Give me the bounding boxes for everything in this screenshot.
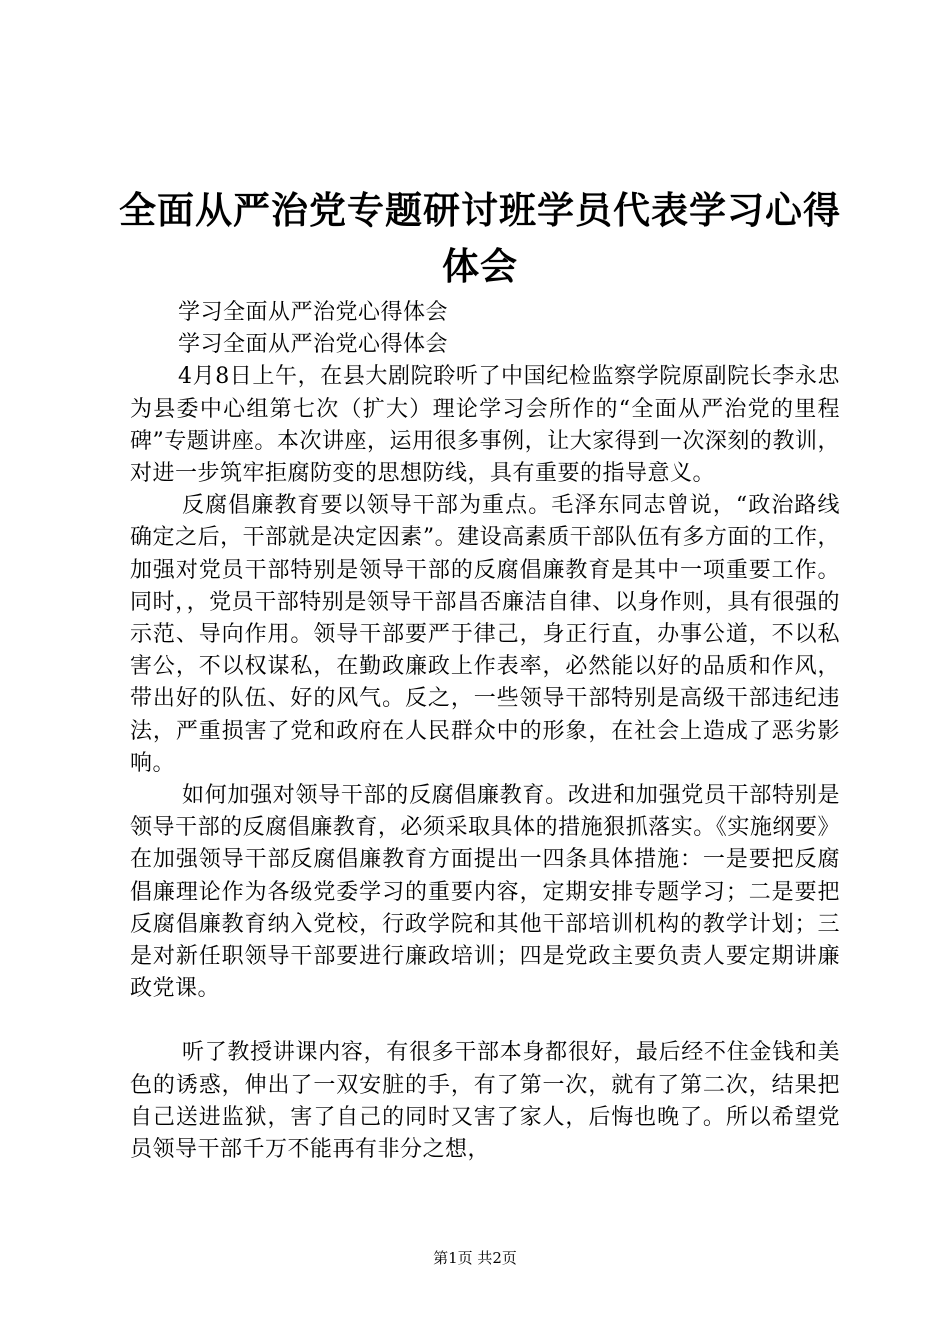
paragraph-gap (130, 1005, 840, 1037)
page-footer: 第1页 共2页 (433, 1249, 517, 1267)
body-paragraph: 反腐倡廉教育要以领导干部为重点。毛泽东同志曾说，“政治路线确定之后，干部就是决定因素”。建设高素质干部队伍有多方面的工作，加强对党员干部特别是领导干部的反腐倡廉教育是其中一项重要工作。同时，，党员干部特别是领导干部昌否廉洁自律、以身作则，具有很强的示范、导向作用。领导干部要严于律己，身正行直，办事公道，不以私害公，不以权谋私，在勤政廉政上作表率，必然能以好的品质和作风，带出好的队伍、好的风气。反之，一些领导干部特别是高级干部违纪违法，严重损害了党和政府在人民群众中的形象，在社会上造成了恶劣影响。 (130, 493, 840, 776)
body-paragraph: 如何加强对领导干部的反腐倡廉教育。改进和加强党员干部特别是领导干部的反腐倡廉教育，必须采取具体的措施狠抓落实。《实施纲要》在加强领导干部反腐倡廉教育方面提出一四条具体措施：一是要把反腐倡廉理论作为各级党委学习的重要内容，定期安排专题学习；二是要把反腐倡廉教育纳入党校，行政学院和其他干部培训机构的教学计划；三是对新任职领导干部要进行廉政培训；四是党政主要负责人要定期讲廉政党课。 (130, 783, 840, 1002)
document-body (130, 297, 840, 1166)
subtitle-line: 学习全面从严治党心得体会 (178, 332, 449, 358)
body-paragraph: 4月8日上午，在县大剧院聆听了中国纪检监察学院原副院长李永忠为县委中心组第七次（扩大）理论学习会所作的“全面从严治党的里程碑”专题讲座。本次讲座，运用很多事例，让大家得到一次深刻的教训，对进一步筑牢拒腐防变的思想防线，具有重要的指导意义。 (130, 364, 840, 487)
document-title: 全面从严治党专题研讨班学员代表学习心得体会 (119, 189, 841, 288)
body-paragraph: 听了教授讲课内容，有很多干部本身都很好，最后经不住金钱和美色的诱惑，伸出了一双安脏的手，有了第一次，就有了第二次，结果把自己送进监狱，害了自己的同时又害了家人，后悔也晚了。所以希望党员领导干部千万不能再有非分之想， (130, 1040, 840, 1163)
subtitle-line: 学习全面从严治党心得体会 (178, 300, 449, 325)
